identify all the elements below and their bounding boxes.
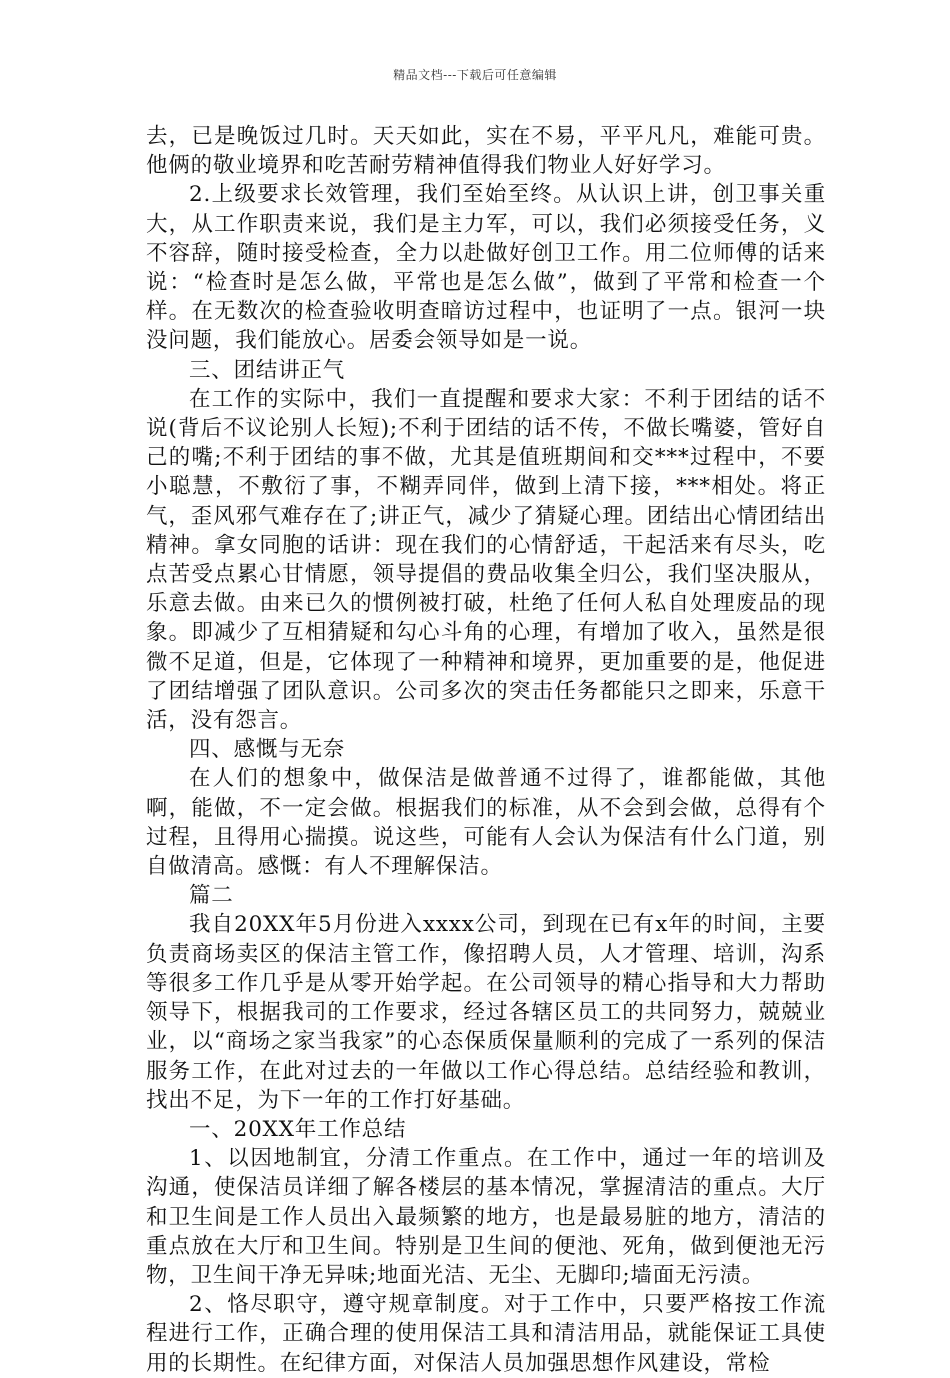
document-body <box>146 122 826 1378</box>
paragraph: 1、以因地制宜，分清工作重点。在工作中，通过一年的培训及沟通，使保洁员详细了解各楼层的基本情况，掌握清洁的重点。大厅和卫生间是工作人员出入最频繁的地方，也是最易脏的地方，清洁的重点放在大厅和卫生间。特别是卫生间的便池、死角，做到便池无污物，卫生间干净无异味;地面光洁、无尘、无脚印;墙面无污渍。 <box>146 1146 826 1288</box>
paragraph: 在工作的实际中，我们一直提醒和要求大家：不利于团结的话不说(背后不议论别人长短);不利于团结的话不传，不做长嘴婆，管好自己的嘴;不利于团结的事不做，尤其是值班期间和交***过程中，不要小聪慧，不敷衍了事，不糊弄同伴，做到上清下接，***相处。将正气，歪风邪气难存在了;讲正气，减少了猜疑心理。团结出心情团结出精神。拿女同胞的话讲：现在我们的心情舒适，干起活来有尽头，吃点苦受点累心甘情愿，领导提倡的费品收集全归公，我们坚决服从，乐意去做。由来已久的惯例被打破，杜绝了任何人私自处理废品的现象。即减少了互相猜疑和勾心斗角的心理，有增加了收入，虽然是很微不足道，但是，它体现了一种精神和境界，更加重要的是，他促进了团结增强了团队意识。公司多次的突击任务都能只之即来，乐意干活，没有怨言。 <box>146 386 826 734</box>
section-heading: 四、感慨与无奈 <box>189 737 346 763</box>
paragraph: 在人们的想象中，做保洁是做普通不过得了，谁都能做，其他啊，能做，不一定会做。根据我们的标准，从不会到会做，总得有个过程，且得用心揣摸。说这些，可能有人会认为保洁有什么门道，别自做清高。感慨：有人不理解保洁。 <box>146 766 826 880</box>
paragraph: 2.上级要求长效管理，我们至始至终。从认识上讲，创卫事关重大，从工作职责来说，我们是主力军，可以，我们必须接受任务，义不容辞，随时接受检查，全力以赴做好创卫工作。用二位师傅的话来说：“检查时是怎么做，平常也是怎么做”，做到了平常和检查一个样。在无数次的检查验收明查暗访过程中，也证明了一点。银河一块没问题，我们能放心。居委会领导如是一说。 <box>146 182 826 354</box>
paragraph: 2、恪尽职守，遵守规章制度。对于工作中，只要严格按工作流程进行工作，正确合理的使用保洁工具和清洁用品，就能保证工具使用的长期性。在纪律方面，对保洁人员加强思想作风建设，常检 <box>146 1292 826 1376</box>
paragraph: 我自20XX年5月份进入xxxx公司，到现在已有x年的时间，主要负责商场卖区的保洁主管工作，像招聘人员，人才管理、培训，沟系等很多工作几乎是从零开始学起。在公司领导的精心指导和大力帮助领导下，根据我司的工作要求，经过各辖区员工的共同努力，兢兢业业，以“商场之家当我家”的心态保质保量顺利的完成了一系列的保洁服务工作，在此对过去的一年做以工作心得总结。总结经验和教训，找出不足，为下一年的工作打好基础。 <box>146 912 826 1113</box>
section-heading: 三、团结讲正气 <box>189 357 346 383</box>
page-header: 精品文档---下载后可任意编辑 <box>393 68 557 82</box>
section-heading: 篇二 <box>189 883 234 909</box>
section-heading: 一、20XX年工作总结 <box>189 1116 407 1142</box>
paragraph: 去，已是晚饭过几时。天天如此，实在不易，平平凡凡，难能可贵。他俩的敬业境界和吃苦耐劳精神值得我们物业人好好学习。 <box>146 124 826 179</box>
